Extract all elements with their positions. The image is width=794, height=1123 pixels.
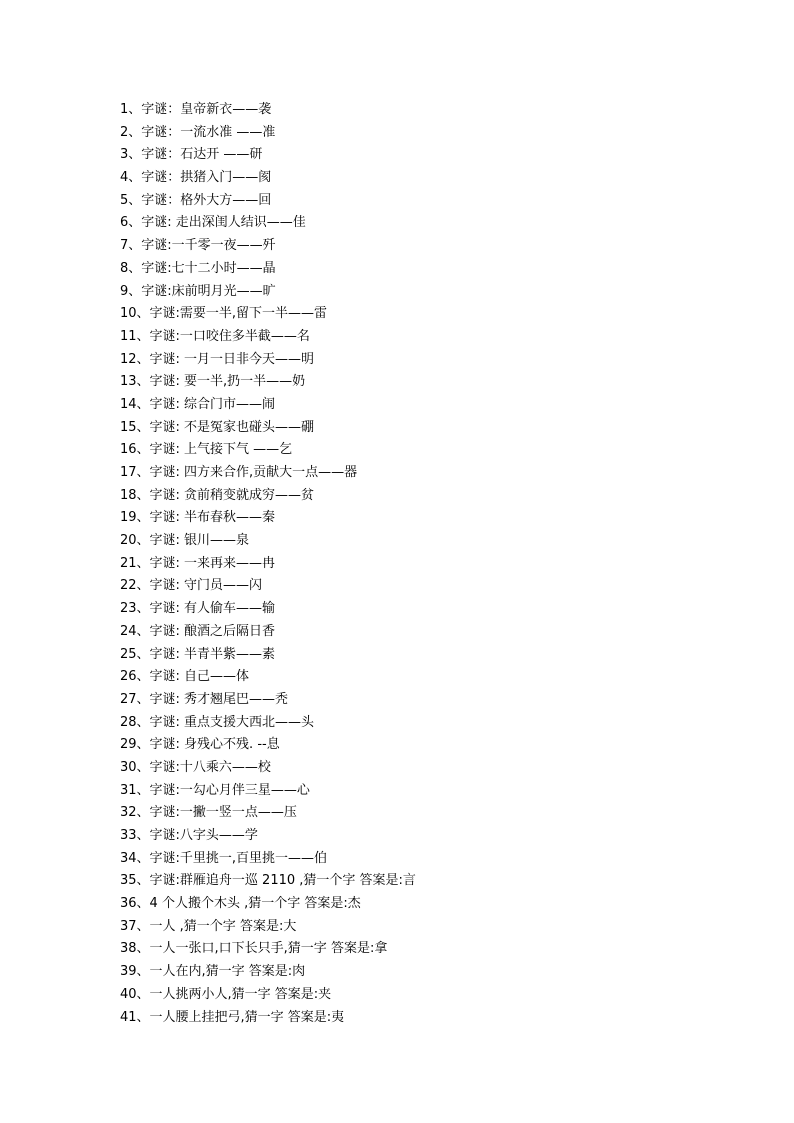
riddle-line-34: 34、字谜:千里挑一,百里挑一——伯 [120,850,328,866]
riddle-line-32: 32、字谜:一撇一竖一点——压 [120,805,297,821]
riddle-line-15: 15、字谜: 不是冤家也碰头——硼 [120,419,315,435]
riddle-list [120,99,416,1029]
riddle-line-22: 22、字谜: 守门员——闪 [120,578,263,594]
riddle-line-29: 29、字谜: 身残心不残. --息 [120,737,280,753]
riddle-line-3: 3、字谜：石达开 ——研 [120,147,263,163]
riddle-line-26: 26、字谜: 自己——体 [120,669,250,685]
riddle-line-17: 17、字谜: 四方来合作,贡献大一点——器 [120,465,358,480]
riddle-line-31: 31、字谜:一勾心月伴三星——心 [120,782,310,798]
riddle-line-20: 20、字谜: 银川——泉 [120,533,250,549]
riddle-line-35: 35、字谜:群雁追舟一巡 2110 ,猜一个字 答案是:言 [120,873,416,889]
riddle-line-9: 9、字谜:床前明月光——旷 [120,283,276,299]
riddle-line-36: 36、4 个人搬个木头 ,猜一个字 答案是:杰 [120,896,361,912]
riddle-line-41: 41、一人腰上挂把弓,猜一字 答案是:夷 [120,1009,345,1025]
riddle-line-7: 7、字谜:一千零一夜——歼 [120,238,276,254]
riddle-line-10: 10、字谜:需要一半,留下一半——雷 [120,306,328,322]
riddle-line-30: 30、字谜:十八乘六——校 [120,759,271,775]
riddle-line-28: 28、字谜: 重点支援大西北——头 [120,714,315,730]
riddle-line-4: 4、字谜：拱猪入门——阂 [120,170,272,186]
riddle-line-1: 1、字谜：皇帝新衣——袭 [120,102,272,117]
riddle-line-13: 13、字谜: 要一半,扔一半——奶 [120,374,306,390]
riddle-line-40: 40、一人挑两小人,猜一字 答案是:夹 [120,986,332,1002]
riddle-line-14: 14、字谜: 综合门市——闹 [120,396,276,412]
riddle-line-8: 8、字谜:七十二小时——晶 [120,260,276,276]
riddle-line-21: 21、字谜: 一来再来——冉 [120,555,276,571]
riddle-line-38: 38、一人一张口,口下长只手,猜一字 答案是:拿 [120,941,388,957]
riddle-line-12: 12、字谜: 一月一日非今天——明 [120,351,315,367]
riddle-line-16: 16、字谜: 上气接下气 ——乞 [120,442,293,458]
riddle-line-11: 11、字谜:一口咬住多半截——名 [120,328,310,344]
riddle-line-6: 6、字谜: 走出深闺人结识——佳 [120,215,306,231]
riddle-line-24: 24、字谜: 酿酒之后隔日香 [120,623,276,639]
riddle-line-39: 39、一人在内,猜一字 答案是:肉 [120,964,306,980]
riddle-line-19: 19、字谜: 半布春秋——秦 [120,510,276,526]
riddle-line-18: 18、字谜: 贪前稍变就成穷——贫 [120,487,315,503]
riddle-line-33: 33、字谜:八字头——学 [120,828,258,843]
riddle-line-23: 23、字谜: 有人偷车——输 [120,601,276,617]
riddle-line-27: 27、字谜: 秀才翘尾巴——秃 [120,691,289,707]
riddle-line-2: 2、字谜：一流水准 ——准 [120,124,276,140]
riddle-line-25: 25、字谜: 半青半紫——素 [120,646,276,662]
riddle-line-5: 5、字谜：格外大方——回 [120,192,272,208]
riddle-line-37: 37、一人 ,猜一个字 答案是:大 [120,918,297,934]
